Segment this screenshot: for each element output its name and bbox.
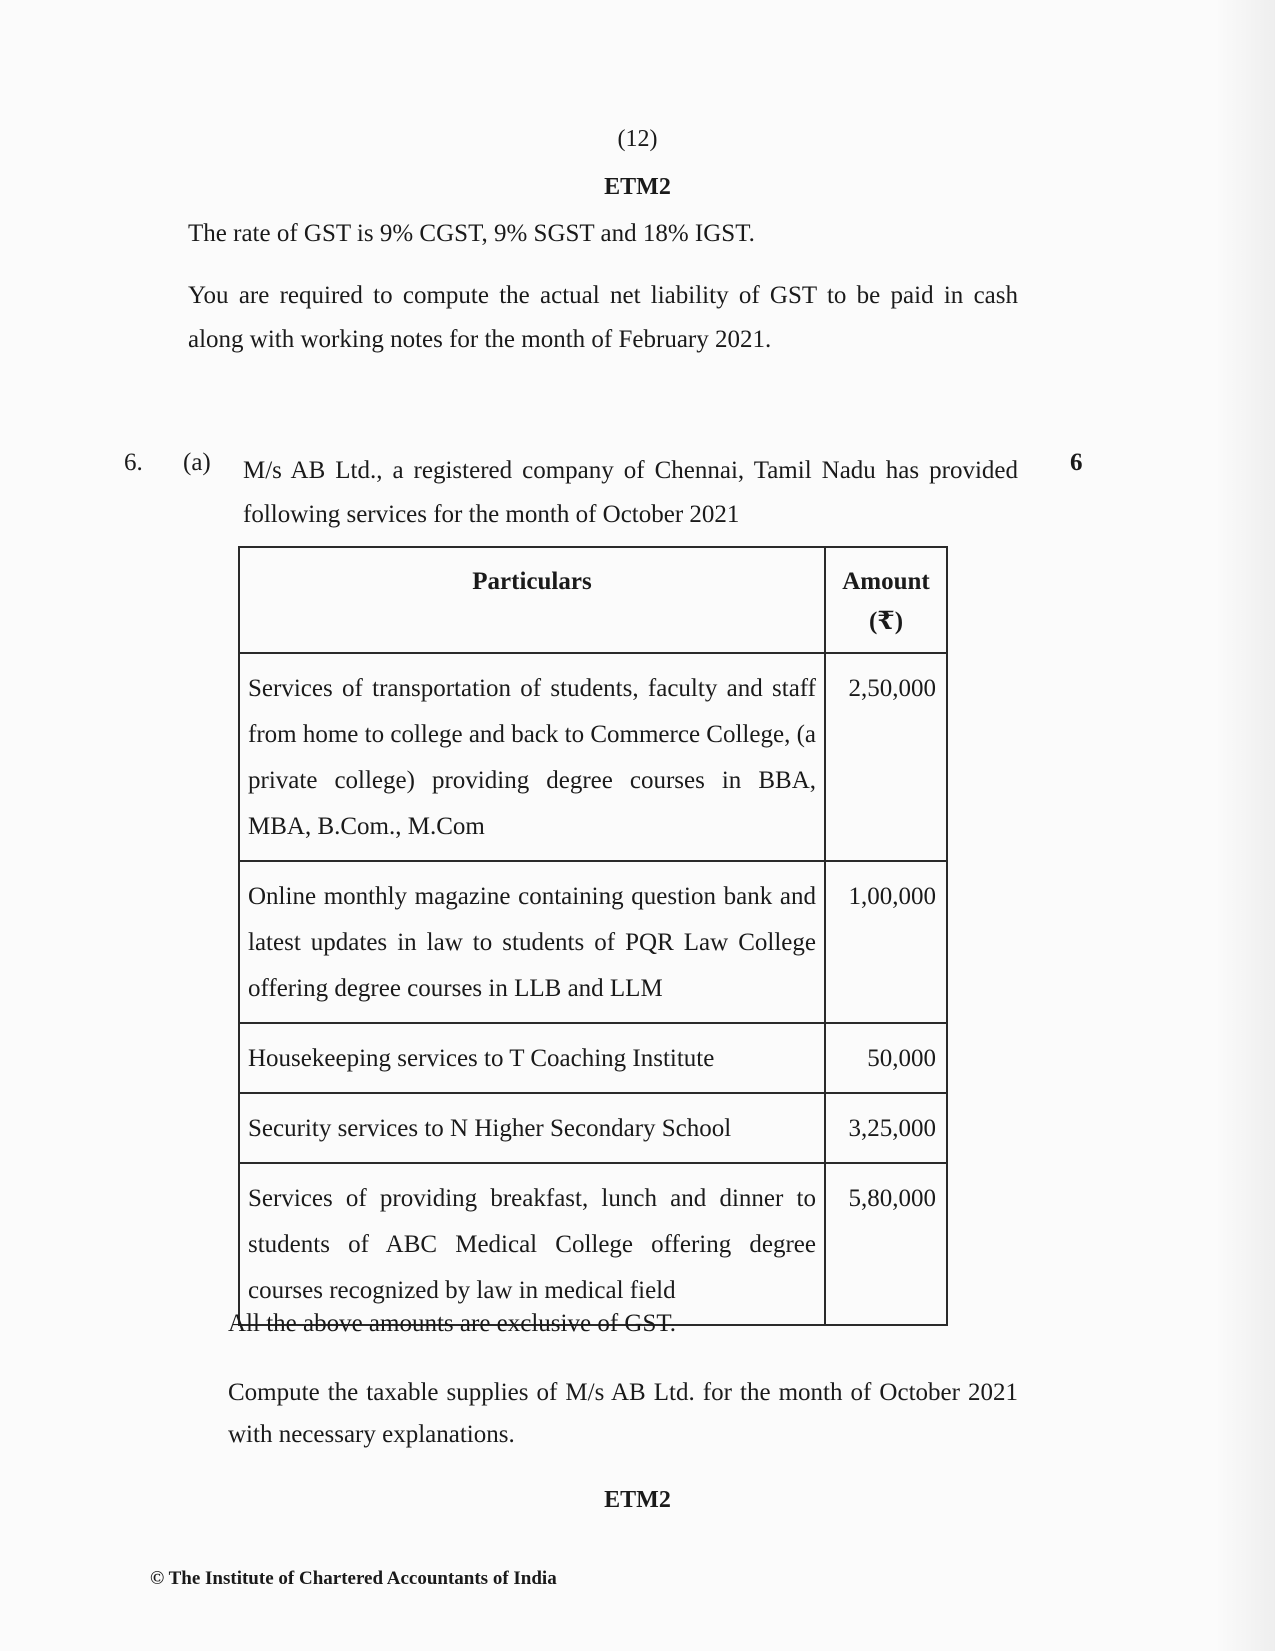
header-amount: Amount (₹) xyxy=(825,547,947,653)
row-particulars: Housekeeping services to T Coaching Institute xyxy=(239,1023,825,1093)
page-edge-shadow xyxy=(1215,0,1275,1651)
row-amount: 1,00,000 xyxy=(825,861,947,1023)
table-row xyxy=(239,1093,947,1163)
row-amount: 2,50,000 xyxy=(825,653,947,861)
row-particulars: Online monthly magazine containing question bank and latest updates in law to students of PQR Law College offering degree courses in LLB and LLM xyxy=(239,861,825,1023)
question-number: 6. xyxy=(124,449,143,476)
question-intro: M/s AB Ltd., a registered company of Chennai, Tamil Nadu has provided following services for the month of October 2021 xyxy=(243,457,1018,528)
table-header-row xyxy=(239,547,947,653)
copyright-notice: © The Institute of Chartered Accountants of India xyxy=(150,1568,557,1589)
table-row xyxy=(239,861,947,1023)
table-row xyxy=(239,1163,947,1325)
row-amount: 5,80,000 xyxy=(825,1163,947,1325)
page-number: (12) xyxy=(617,126,658,152)
question-part: (a) xyxy=(183,449,211,476)
exclusive-gst-note: All the above amounts are exclusive of GST. xyxy=(228,1310,677,1337)
row-particulars: Services of transportation of students, faculty and staff from home to college and back to Commerce College, (a private college) providing degree courses in BBA, MBA, B.Com., M.Com xyxy=(239,653,825,861)
header-particulars: Particulars xyxy=(239,547,825,653)
table-row xyxy=(239,1023,947,1093)
gst-rate-text: The rate of GST is 9% CGST, 9% SGST and 18% IGST. xyxy=(188,220,755,247)
footer-paper-code: ETM2 xyxy=(604,1487,671,1513)
row-amount: 3,25,000 xyxy=(825,1093,947,1163)
table-row xyxy=(239,653,947,861)
row-amount: 50,000 xyxy=(825,1023,947,1093)
requirement-text: You are required to compute the actual net liability of GST to be paid in cash along with working notes for the month of February 2021. xyxy=(188,282,1018,353)
row-particulars: Services of providing breakfast, lunch and dinner to students of ABC Medical College offering degree courses recognized by law in medical field xyxy=(239,1163,825,1325)
row-particulars: Security services to N Higher Secondary School xyxy=(239,1093,825,1163)
services-table xyxy=(238,546,948,1326)
question-marks: 6 xyxy=(1070,449,1083,476)
question-instruction: Compute the taxable supplies of M/s AB Ltd. for the month of October 2021 with necessary explanations. xyxy=(228,1379,1018,1448)
header-paper-code: ETM2 xyxy=(604,174,671,200)
